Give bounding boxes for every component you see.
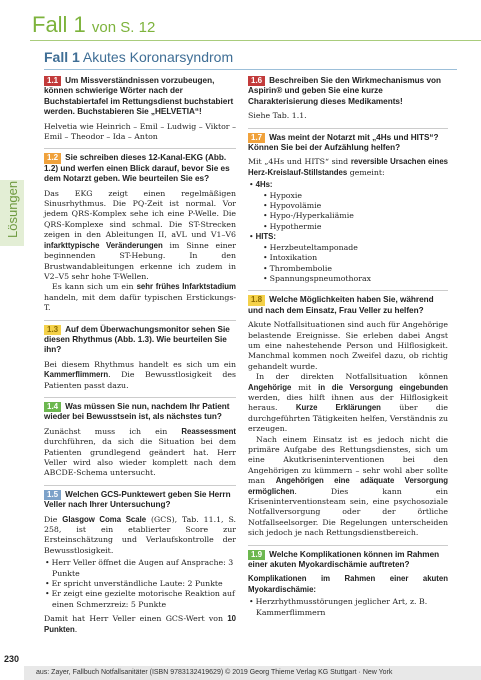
question-text: Was müssen Sie nun, nachdem Ihr Patient wieder bei Bewusstsein ist, als nächstes tun? [44,401,230,422]
gcs-list [44,558,236,610]
question-1-7 [248,128,448,154]
question-1-5 [44,485,236,511]
case-title: Akutes Koronarsyndrom [82,49,234,65]
question-text: Welche Komplikationen können im Rahmen einer akuten Myokardischämie auftreten? [248,549,440,570]
answer-1-5-conclusion: Damit hat Herr Veller einen GCS-Wert von 10 Punkten. [44,614,236,634]
list-item: • Hypothermie [270,222,448,232]
answer-1-8-paragraph: Nach einem Einsatz ist es jedoch nicht die primäre Aufgabe des Rettungsdienstes, sich um eine Akutkriseninterventionen bei den Angehörigen zu kümmern – sehr wohl aber sollte man Angehörigen eine adäquate Versorgung ermöglichen. Dies kann ein Kriseninterventionsteam sein, eine psychosoziale Notfallversorgung oder der örtliche Notfallseelsorger. Die Regelungen unterscheiden sich jedoch je nach Rettungsdienstbereich. [248,434,449,538]
question-number: 1.3 [44,325,61,335]
list-item: • Er zeigt eine gezielte motorische Reaktion auf einen Schmerzreiz: 5 Punkte [52,589,236,610]
complications-list [248,597,448,618]
question-1-8 [248,290,448,316]
question-text: Auf dem Überwachungsmonitor sehen Sie diesen Rhythmus (Abb. 1.3). Wie beurteilen Sie ihn? [44,324,230,355]
question-1-6 [248,76,448,107]
answer-1-5: Die Glasgow Coma Scale (GCS), Tab. 11.1, S. 258, ist ein etablierter Score zur Ersteinschätzung und Verlaufskontrolle der Bewusstlosigkeit. [44,514,236,555]
list-item: • Hypoxie [270,191,448,201]
question-number: 1.4 [44,402,61,412]
answer-1-2-paragraph: Es kann sich um ein sehr frühes Infarktstadium handeln, mit dem dafür typischen Erstickungs-T. [44,282,236,313]
answer-1-8-paragraph: In der direkten Notfallsituation können Angehörige mit in die Versorgung eingebunden werden, dies hilft ihnen aus der Hilflosigkeit heraus. Kurze Erklärungen über die durchgeführten Tätigkeiten helfen, Verständnis zu erzeugen. [248,372,448,434]
list-item: • Herr Veller öffnet die Augen auf Ansprache: 3 Punkte [52,558,236,579]
answer-1-9-heading: Komplikationen im Rahmen einer akuten Myokardischämie: [248,574,448,594]
question-text: Welchen GCS-Punktewert geben Sie Herrn Veller nach Ihrer Untersuchung? [44,489,231,510]
list-item: • Herzrhythmusstörungen jeglicher Art, z. B. Kammerflimmern [256,597,448,618]
case-label: Fall 1 [44,49,80,65]
header-divider [30,40,481,41]
answer-1-8-paragraph: Akute Notfallsituationen sind auch für Angehörige belastende Ereignisse. Sie erleben dabei Angst um eine nahestehende Person und Hilflosigkeit. Manchmal kommen noch Zweifel dazu, ob richtig gehandelt wurde. [248,320,448,371]
left-column [44,76,236,635]
question-1-9 [248,545,448,571]
causes-list [248,180,448,284]
case-heading [44,49,233,65]
question-number: 1.9 [248,550,265,560]
right-column [248,76,448,618]
title-suffix: von S. 12 [91,19,156,36]
list-item: • HITS: • Herzbeuteltamponade • Intoxikation • Thrombembolie • Spannungspneumothorax [256,232,448,284]
answer-1-7: Mit „4Hs und HITS“ sind reversible Ursachen eines Herz-Kreislauf-Stillstandes gemeint: [248,157,448,177]
question-1-3 [44,320,236,356]
question-number: 1.7 [248,133,265,143]
answer-1-6: Siehe Tab. 1.1. [248,111,307,121]
answer-1-4: Zunächst muss ich ein Reassessment durchführen, da sich die Situation bei dem Patienten grundlegend geändert hat. Herr Veller wird also wieder komplett nach dem ABCDE-Schema untersucht. [44,426,236,478]
list-item: • Er spricht unverständliche Laute: 2 Punkte [52,579,236,589]
list-item: • Hypovolämie [270,201,448,211]
page-title [32,12,155,38]
footer-citation: aus: Zayer, Fallbuch Notfallsanitäter (ISBN 9783132419629) © 2019 Georg Thieme Verlag KG Stuttgart · New York [24,666,481,680]
list-item: • Herzbeuteltamponade [270,243,448,253]
question-1-2 [44,148,236,184]
question-number: 1.2 [44,153,61,163]
question-text: Beschreiben Sie den Wirkmechanismus von Aspirin® und geben Sie eine kurze Charakterisierung dieses Medikaments! [248,76,442,106]
list-item: • 4Hs: • Hypoxie • Hypovolämie • Hypo-/Hyperkaliämie • Hypothermie [256,180,448,232]
list-item: • Spannungspneumothorax [270,274,448,284]
side-tab [0,180,24,246]
list-item: • Intoxikation [270,253,448,263]
question-text: Welche Möglichkeiten haben Sie, während und nach dem Einsatz, Frau Veller zu helfen? [248,295,434,315]
answer-1-2-paragraph: Das EKG zeigt einen regelmäßigen Sinusrhythmus. Die PQ-Zeit ist normal. Vor jedem QRS-Komplex sehe ich eine P-Welle. Die QRS-Komplexe sind schmal. Die ST-Strecken zeigen in den Ableitungen II, aVL und V1–V6 infarkttypische Veränderungen im Sinne einer beginnenden ST-Hebung. In den Brustwandableitungen erkenne ich zudem in V2–V5 sehr hohe T-Wellen. [44,188,236,281]
question-text: Um Missverständnissen vorzubeugen, können schwierige Wörter nach der Buchstabiertafel im Rettungsdienst buchstabiert werden. Buchstabieren Sie „HELVETIA“! [44,76,234,117]
answer-1-1: Helvetia wie Heinrich – Emil – Ludwig – Viktor – Emil – Theodor – Ida – Anton [44,121,236,142]
question-text: Was meint der Notarzt mit „4Hs und HITS“? Können Sie bei der Aufzählung helfen? [248,132,439,153]
title-main: Fall 1 [32,12,86,37]
case-divider [44,69,457,70]
question-number: 1.6 [248,76,265,86]
question-1-1 [44,76,236,118]
list-item: • Thrombembolie [270,264,448,274]
question-text: Sie schreiben dieses 12-Kanal-EKG (Abb. 1.2) und werfen einen Blick darauf, bevor Sie es dem Notarzt geben. Wie beurteilen Sie es? [44,153,230,184]
question-number: 1.5 [44,490,61,500]
question-number: 1.8 [248,295,265,305]
question-1-4 [44,397,236,423]
answer-1-3: Bei diesem Rhythmus handelt es sich um ein Kammerflimmern. Die Bewusstlosigkeit des Patienten passt dazu. [44,359,236,390]
question-number: 1.1 [44,76,61,86]
list-item: • Hypo-/Hyperkaliämie [270,211,448,221]
page-number: 230 [4,654,20,664]
side-tab-label: Lösungen [5,180,20,238]
